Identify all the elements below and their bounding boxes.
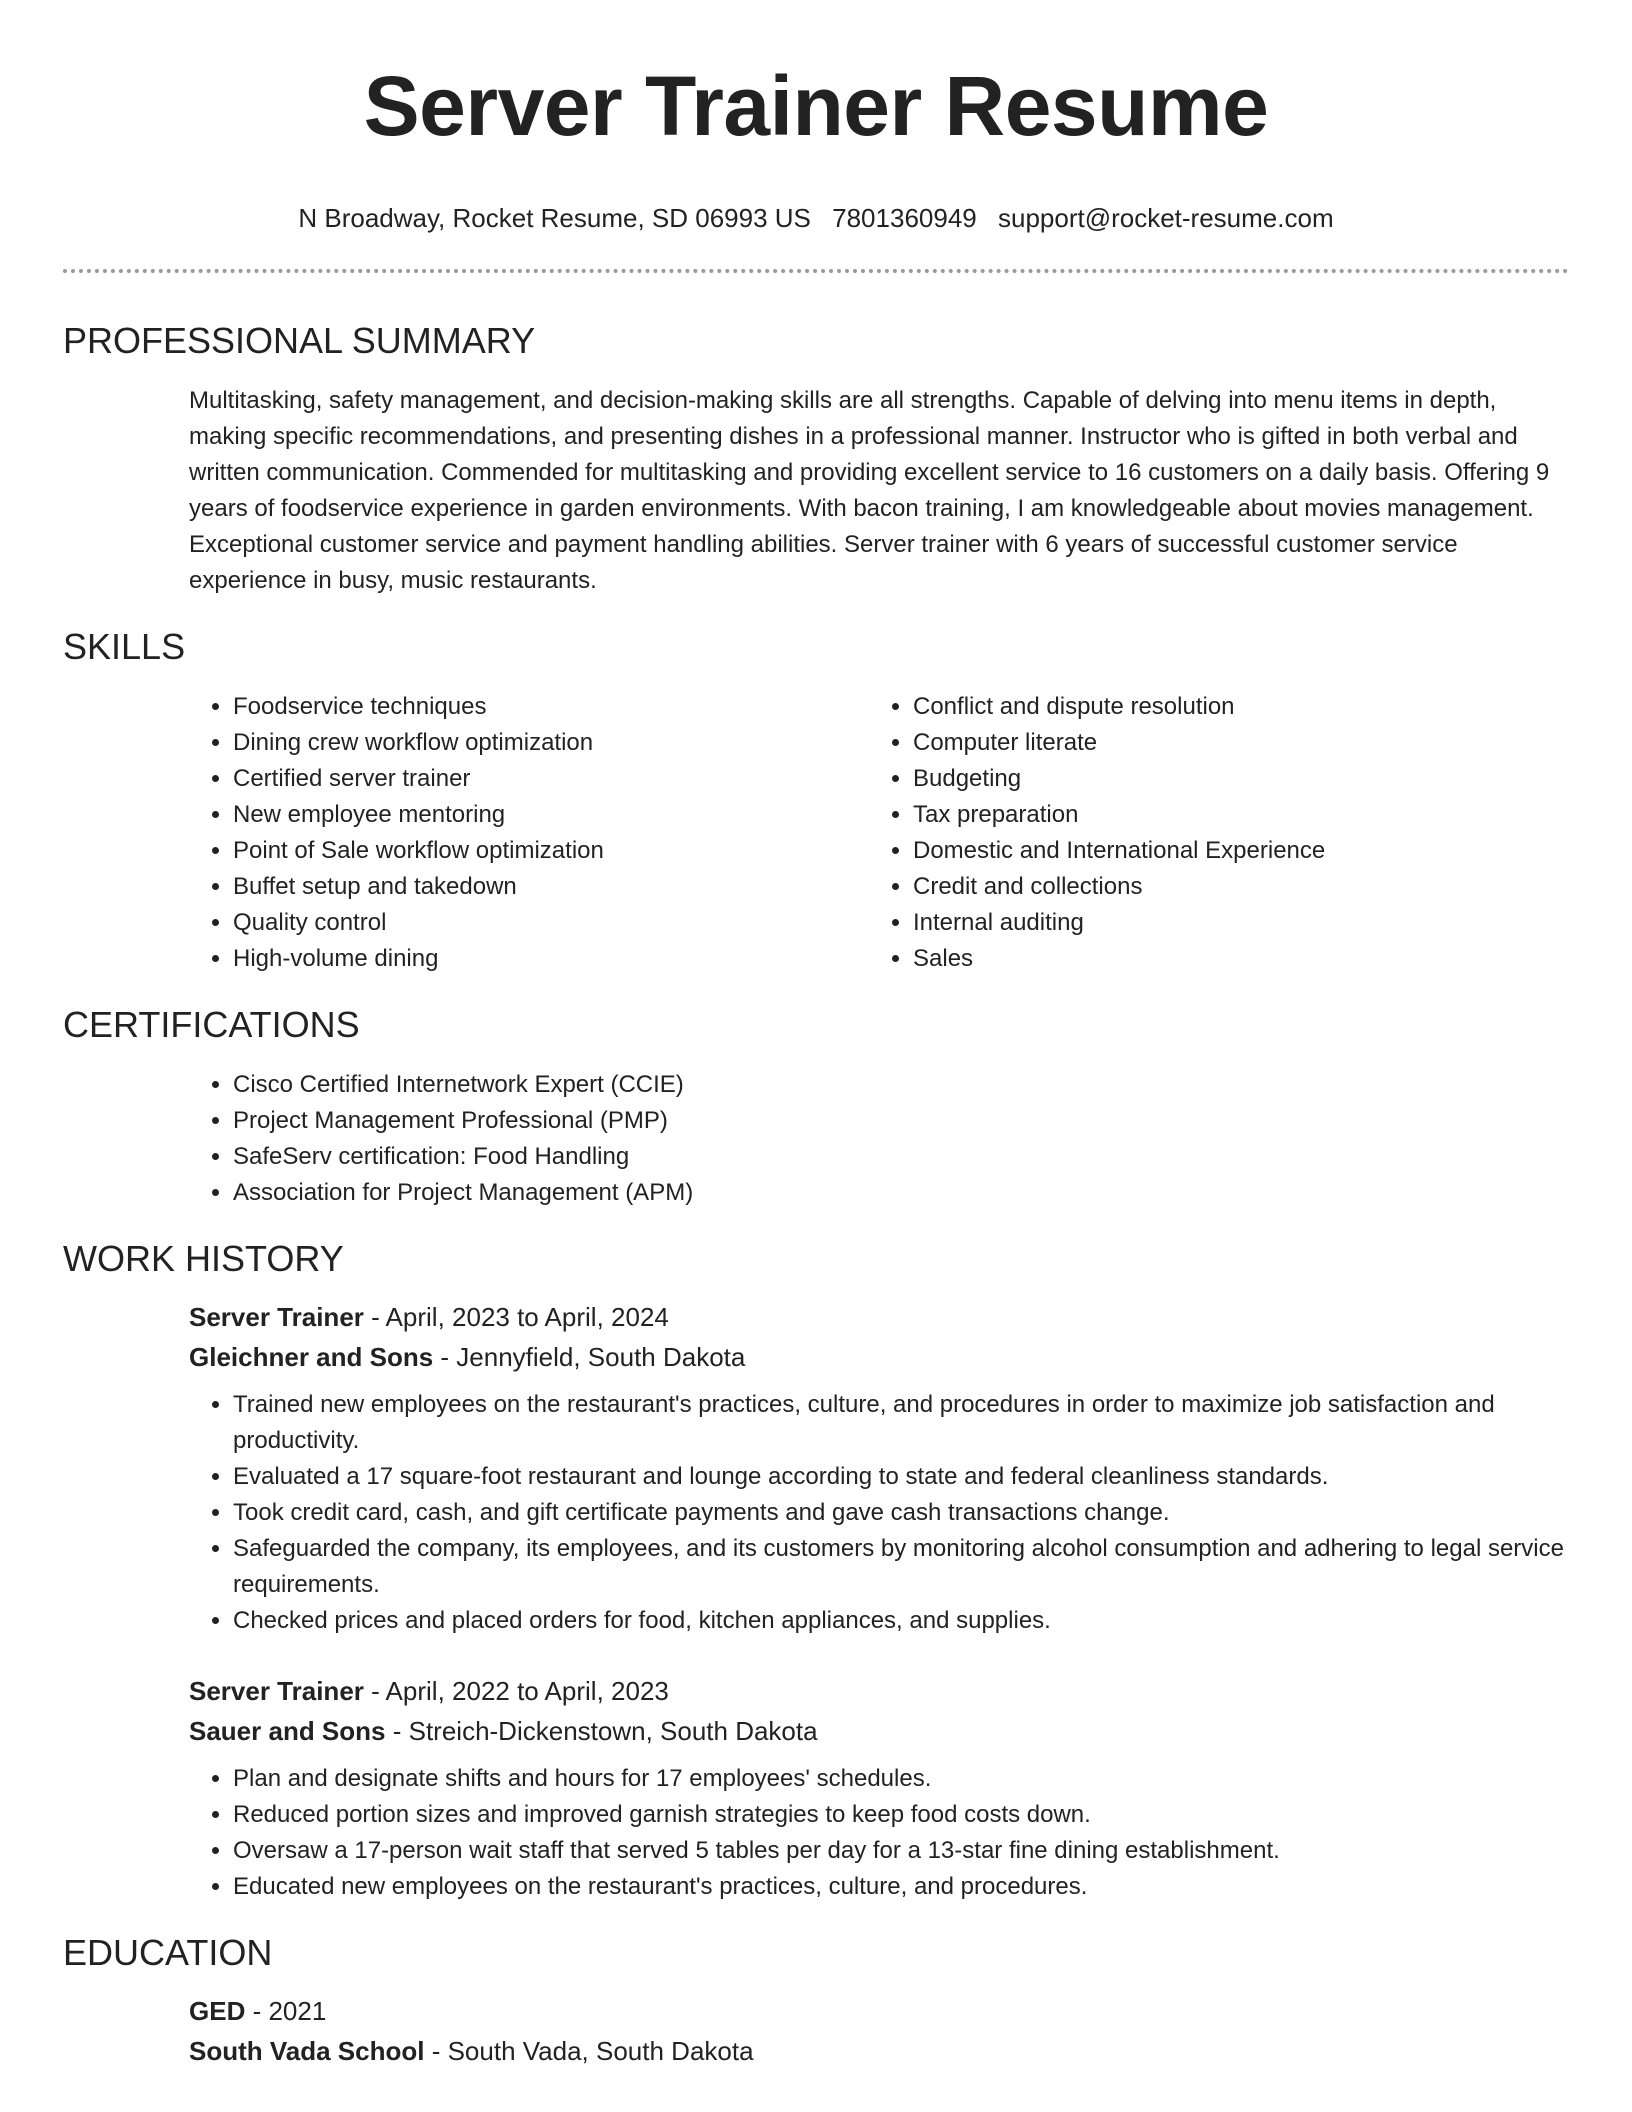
skill-item: • Conflict and dispute resolution (913, 689, 1549, 725)
contact-phone: 7801360949 (832, 203, 977, 233)
skills-list-right (869, 689, 1549, 977)
skill-item: • Domestic and International Experience (913, 833, 1549, 869)
job-entry (189, 1671, 1569, 1905)
job-title-line (189, 1671, 1569, 1711)
certification-item: • SafeServ certification: Food Handling (233, 1139, 1569, 1175)
job-location: - Jennyfield, South Dakota (433, 1342, 746, 1372)
contact-address: N Broadway, Rocket Resume, SD 06993 US (298, 203, 811, 233)
job-bullets (189, 1761, 1569, 1905)
skill-item: • Computer literate (913, 725, 1549, 761)
certification-item: • Association for Project Management (APM) (233, 1175, 1569, 1211)
education-school-line (189, 2031, 1569, 2071)
job-company: Sauer and Sons (189, 1716, 386, 1746)
job-bullet: • Checked prices and placed orders for food, kitchen appliances, and supplies. (233, 1603, 1569, 1639)
job-dates: - April, 2023 to April, 2024 (363, 1302, 669, 1332)
job-company: Gleichner and Sons (189, 1342, 434, 1372)
summary-section (63, 319, 1569, 599)
summary-heading: PROFESSIONAL SUMMARY (63, 320, 536, 361)
skill-item: • Sales (913, 941, 1549, 977)
certifications-heading: CERTIFICATIONS (63, 1004, 360, 1045)
skill-item: • Certified server trainer (233, 761, 869, 797)
job-title-line (189, 1297, 1569, 1337)
education-degree-line (189, 1991, 1569, 2031)
certification-item: • Cisco Certified Internetwork Expert (CCIE) (233, 1067, 1569, 1103)
job-entry (189, 1297, 1569, 1639)
skill-item: • High-volume dining (233, 941, 869, 977)
header-divider (63, 269, 1569, 273)
job-bullet: • Reduced portion sizes and improved garnish strategies to keep food costs down. (233, 1797, 1569, 1833)
job-company-line (189, 1711, 1569, 1751)
job-bullet: • Oversaw a 17-person wait staff that served 5 tables per day for a 13-star fine dining establishment. (233, 1833, 1569, 1869)
skill-item: • Foodservice techniques (233, 689, 869, 725)
job-bullet: • Trained new employees on the restaurant's practices, culture, and procedures in order to maximize job satisfaction and productivity. (233, 1387, 1569, 1459)
contact-line (63, 201, 1569, 235)
education-heading: EDUCATION (63, 1932, 273, 1973)
job-bullets (189, 1387, 1569, 1639)
job-title: Server Trainer (189, 1302, 364, 1332)
education-school: South Vada School (189, 2036, 425, 2066)
job-company-line (189, 1337, 1569, 1377)
skill-item: • Quality control (233, 905, 869, 941)
summary-text: Multitasking, safety management, and decision-making skills are all strengths. Capable of delving into menu items in depth, making specific recommendations, and presenting dishes in a professional manner. Instructor who is gifted in both verbal and written communication. Commended for multitasking and providing excellent service to 16 customers on a daily basis. Offering 9 years of foodservice experience in garden environments. With bacon training, I am knowledgeable about movies management. Exceptional customer service and payment handling abilities. Server trainer with 6 years of successful customer service experience in busy, music restaurants. (189, 387, 1550, 594)
job-dates: - April, 2022 to April, 2023 (363, 1676, 669, 1706)
skill-item: • Buffet setup and takedown (233, 869, 869, 905)
job-bullet: • Plan and designate shifts and hours for 17 employees' schedules. (233, 1761, 1569, 1797)
education-entry (189, 1991, 1569, 2071)
education-section (63, 1931, 1569, 2071)
skills-section (63, 625, 1569, 977)
certification-item: • Project Management Professional (PMP) (233, 1103, 1569, 1139)
job-bullet: • Evaluated a 17 square-foot restaurant and lounge according to state and federal cleanliness standards. (233, 1459, 1569, 1495)
job-title: Server Trainer (189, 1676, 364, 1706)
skill-item: • Point of Sale workflow optimization (233, 833, 869, 869)
skill-item: • Budgeting (913, 761, 1549, 797)
education-degree: GED (189, 1996, 246, 2026)
job-bullet: • Educated new employees on the restaurant's practices, culture, and procedures. (233, 1869, 1569, 1905)
skills-heading: SKILLS (63, 626, 186, 667)
work-history-heading: WORK HISTORY (63, 1238, 344, 1279)
skills-column-right (869, 689, 1549, 977)
job-bullet: • Safeguarded the company, its employees, and its customers by monitoring alcohol consumption and adhering to legal service requirements. (233, 1531, 1569, 1603)
job-bullet: • Took credit card, cash, and gift certificate payments and gave cash transactions change. (233, 1495, 1569, 1531)
skills-column-left (189, 689, 869, 977)
education-location: - South Vada, South Dakota (424, 2036, 754, 2066)
education-year: - 2021 (245, 1996, 327, 2026)
certifications-list (189, 1067, 1569, 1211)
skill-item: • Tax preparation (913, 797, 1549, 833)
job-location: - Streich-Dickenstown, South Dakota (385, 1716, 818, 1746)
skills-list-left (189, 689, 869, 977)
contact-email: support@rocket-resume.com (997, 203, 1334, 233)
skill-item: • Internal auditing (913, 905, 1549, 941)
work-history-section (63, 1237, 1569, 1905)
skill-item: • Dining crew workflow optimization (233, 725, 869, 761)
resume-title: Server Trainer Resume (363, 59, 1269, 153)
skill-item: • Credit and collections (913, 869, 1549, 905)
skill-item: • New employee mentoring (233, 797, 869, 833)
certifications-section (63, 1003, 1569, 1211)
